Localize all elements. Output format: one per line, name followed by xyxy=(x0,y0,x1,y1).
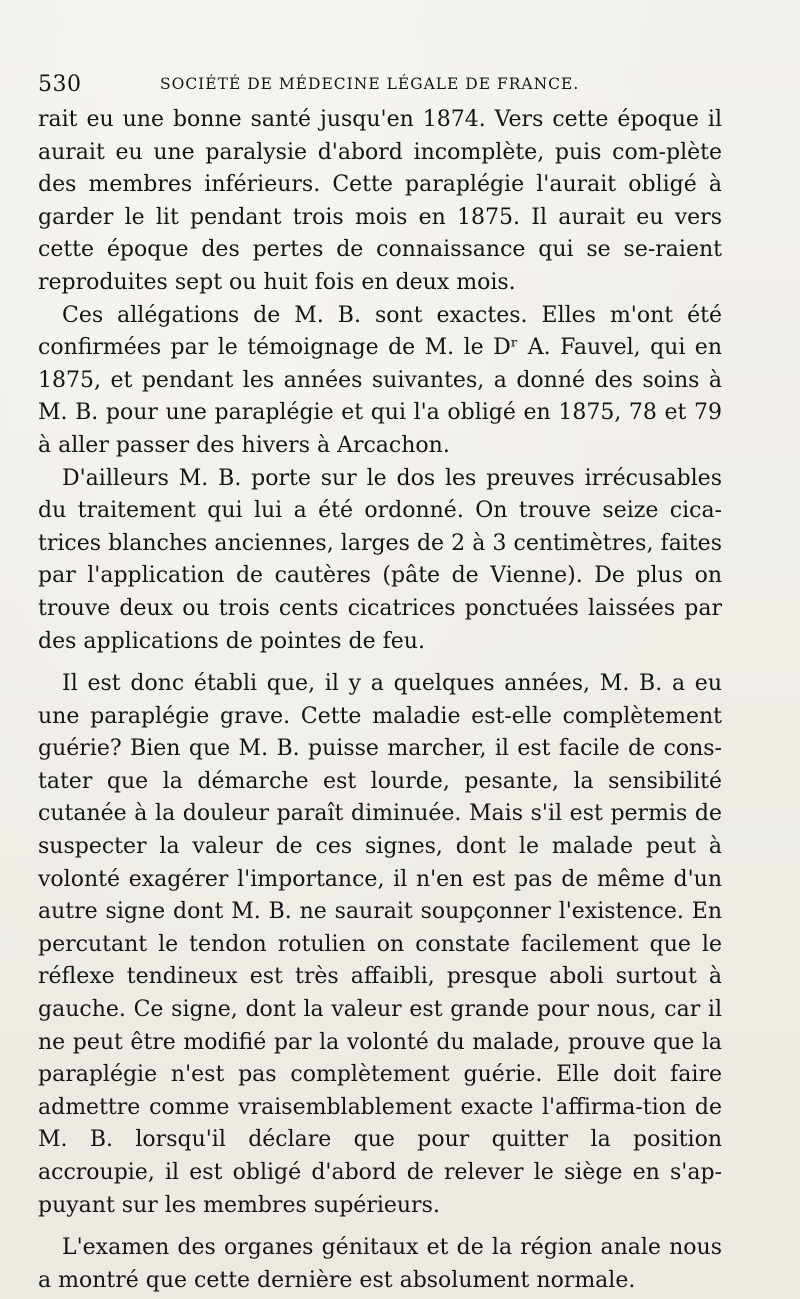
journal-title: SOCIÉTÉ DE MÉDECINE LÉGALE DE FRANCE. xyxy=(160,75,580,93)
paragraph-continuation: rait eu une bonne santé jusqu'en 1874. Vers cette époque il aurait eu une paralysie d'abord incomplète, puis com-plète des membres inférieurs. Cette paraplégie l'aurait obligé à garder le lit pendant trois mois en 1875. Il aurait eu vers cette époque des pertes de connaissance qui se se-raient reproduites sept ou huit fois en deux mois. xyxy=(38,107,722,295)
body-text xyxy=(38,104,722,1297)
paragraph-scars: D'ailleurs M. B. porte sur le dos les preuves irrécusables du traitement qui lui a été ordonné. On trouve seize cica-trices blanches anciennes, larges de 2 à 3 centimètres, faites par l'application de cautères (pâte de Vienne). De plus on trouve deux ou trois cents cicatrices ponctuées laissées par des applications de pointes de feu. xyxy=(38,465,722,654)
page-number: 530 xyxy=(38,72,82,97)
running-header xyxy=(38,70,758,100)
paragraph-allegations: Ces allégations de M. B. sont exactes. Elles m'ont été confirmées par le témoignage de M. le Dʳ A. Fauvel, qui en 1875, et pendant les années suivantes, a donné des soins à M. B. pour une paraplégie et qui l'a obligé en 1875, 78 et 79 à aller passer des hivers à Arcachon. xyxy=(38,302,722,458)
paragraph-paraplegia: Il est donc établi que, il y a quelques années, M. B. a eu une paraplégie grave. Cette maladie est-elle complètement guérie? Bien que M. B. puisse marcher, il est facile de cons-tater que la démarche est lourde, pesante, la sensibilité cutanée à la douleur paraît diminuée. Mais s'il est permis de suspecter la valeur de ces signes, dont le malade peut à volonté exagérer l'importance, il n'en est pas de même d'un autre signe dont M. B. ne saurait soupçonner l'existence. En percutant le tendon rotulien on constate facilement que le réflexe tendineux est très affaibli, presque aboli surtout à gauche. Ce signe, dont la valeur est grande pour nous, car il ne peut être modifié par la volonté du malade, prouve que la paraplégie n'est pas complètement guérie. Elle doit faire admettre comme vraisemblablement exacte l'affirma-tion de M. B. lorsqu'il déclare que pour quitter la position accroupie, il est obligé d'abord de relever le siège en s'ap-puyant sur les membres supérieurs. xyxy=(38,671,722,1218)
paragraph-examination: L'examen des organes génitaux et de la région anale nous a montré que cette dernière est absolument normale. xyxy=(38,1235,722,1293)
